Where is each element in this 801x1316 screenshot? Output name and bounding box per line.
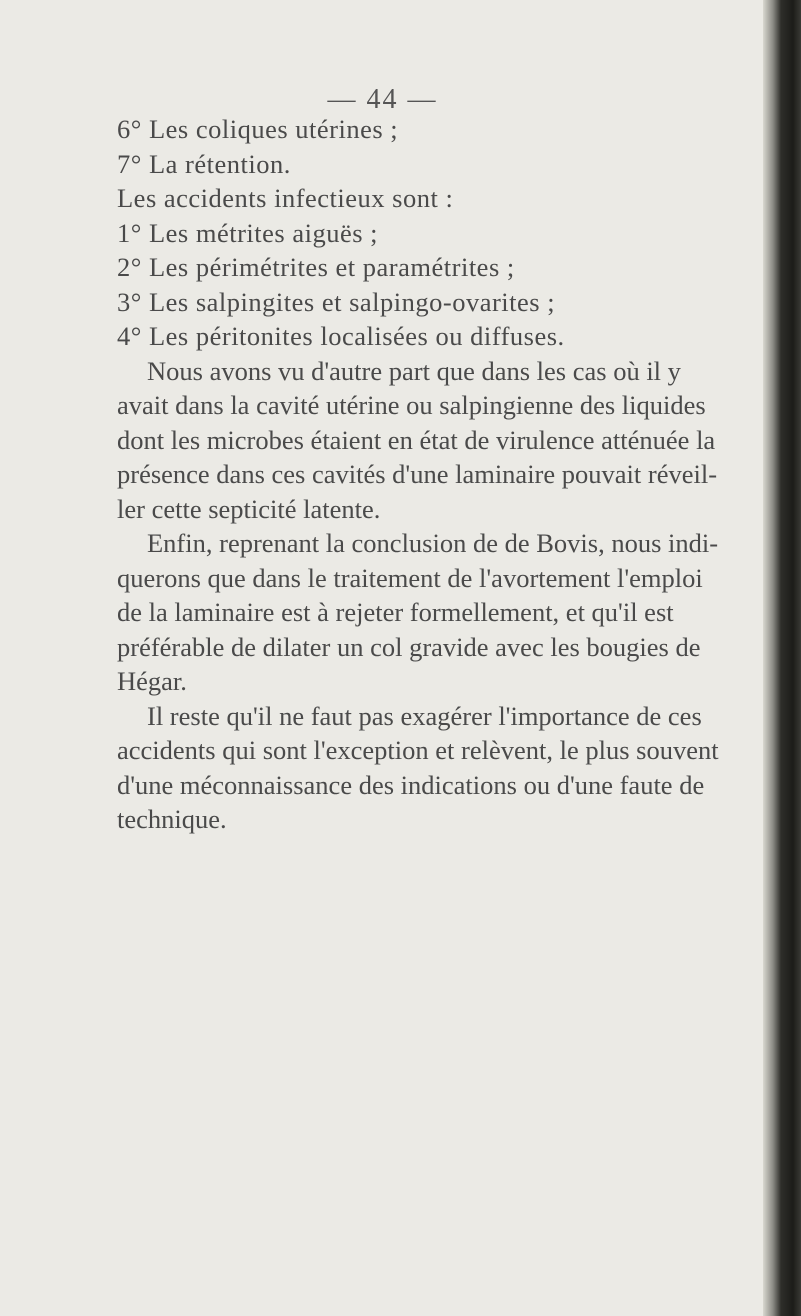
paragraph-line: de la laminaire est à rejeter formellement, et qu'il est — [117, 597, 674, 627]
paragraph-line: d'une méconnaissance des indications ou d'une faute de — [117, 769, 705, 800]
page-number-header: — 44 — — [327, 84, 438, 115]
list-item: 4° Les péritonites localisées ou diffuses. — [117, 321, 565, 351]
paragraph-line: dont les microbes étaient en état de virulence atténuée la — [117, 424, 716, 455]
paragraph-line: Nous avons vu d'autre part que dans les cas où il y — [147, 355, 681, 386]
list-item: 6° Les coliques utérines ; — [117, 114, 399, 144]
paragraph-line: préférable de dilater un col gravide avec les bougies de — [117, 631, 701, 662]
paragraph-line: présence dans ces cavités d'une laminaire pouvait réveil- — [117, 459, 718, 489]
paragraph-line: accidents qui sont l'exception et relèvent, le plus souvent — [117, 735, 719, 765]
paragraph-line: technique. — [117, 804, 227, 834]
paragraph-line: avait dans la cavité utérine ou salpingienne des liquides — [117, 390, 706, 420]
book-binding-edge — [763, 0, 801, 1316]
list-item: 7° La rétention. — [117, 148, 291, 179]
paragraph-line: querons que dans le traitement de l'avortement l'emploi — [117, 562, 703, 593]
paragraph-line: ler cette septicité latente. — [117, 493, 381, 524]
paragraph-line: Enfin, reprenant la conclusion de de Bovis, nous indi- — [147, 528, 719, 558]
page-text — [117, 112, 757, 837]
list-item: Les accidents infectieux sont : — [117, 183, 454, 213]
paragraph-line: Il reste qu'il ne faut pas exagérer l'importance de ces — [147, 700, 702, 731]
list-item: 2° Les périmétrites et paramétrites ; — [117, 252, 515, 282]
list-item: 3° Les salpingites et salpingo-ovarites ; — [117, 286, 556, 317]
list-item: 1° Les métrites aiguës ; — [117, 217, 379, 248]
paragraph-line: Hégar. — [117, 666, 187, 696]
